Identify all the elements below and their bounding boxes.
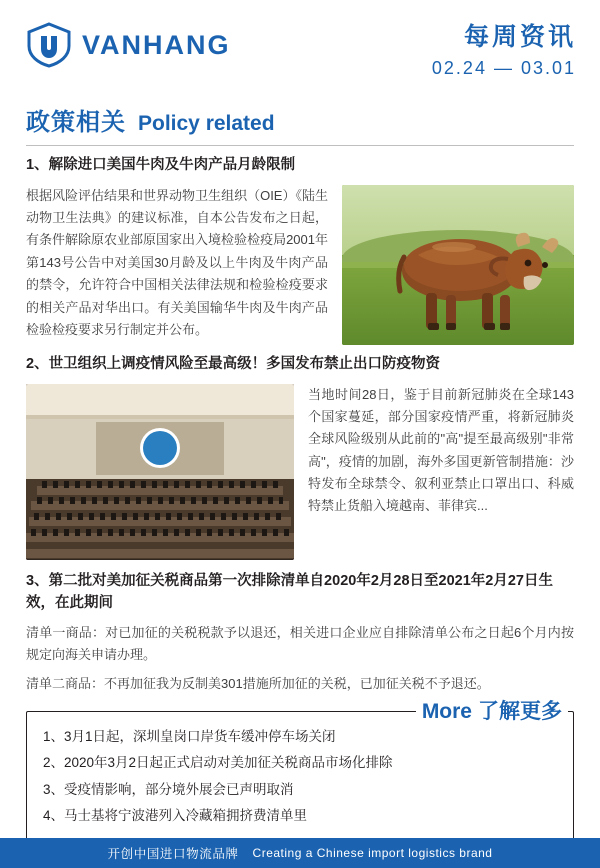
more-label-cn: 了解更多 bbox=[478, 699, 562, 723]
footer-slogan-en: Creating a Chinese import logistics brand bbox=[252, 846, 493, 860]
article-2 bbox=[26, 354, 574, 560]
article-3-paragraph-2: 清单二商品：不再加征我为反制美301措施所加征的关税，已加征关税不予退还。 bbox=[26, 676, 490, 692]
article-1-heading: 1、解除进口美国牛肉及牛肉产品月龄限制 bbox=[26, 157, 296, 173]
more-label-en: More bbox=[421, 699, 472, 723]
article-2-heading: 2、世卫组织上调疫情风险至最高级！多国发布禁止出口防疫物资 bbox=[26, 355, 441, 372]
article-1 bbox=[26, 155, 574, 345]
page-footer bbox=[0, 838, 600, 868]
date-range: 02.24 — 03.01 bbox=[431, 57, 576, 78]
list-item[interactable]: 1、3月1日起，深圳皇岗口岸货车缓冲停车场关闭 bbox=[43, 728, 336, 744]
section-title-cn: 政策相关 bbox=[26, 109, 126, 136]
article-3-paragraph-1: 清单一商品：对已加征的关税税款予以退还，相关进口企业应自排除清单公布之日起6个月内按规定向海关申请办理。 bbox=[26, 625, 574, 663]
list-item[interactable]: 3、受疫情影响，部分境外展会已声明取消 bbox=[43, 781, 294, 797]
more-list bbox=[26, 711, 574, 844]
section-title bbox=[0, 96, 600, 137]
list-item[interactable]: 4、马士基将宁波港列入冷藏箱拥挤费清单里 bbox=[43, 807, 308, 823]
brown-cow-photo bbox=[342, 185, 574, 345]
article-1-body: 根据风险评估结果和世界动物卫生组织（OIE）《陆生动物卫生法典》的建议标准，自本公告发布之日起，有条件解除原农业部原国家出入境检验检疫局2001年第143号公告中对美国30月龄及以上牛肉及牛肉产品的禁令，允许符合中国相关法律法规和检验检疫要求的相关产品对华出口。有关美国输华牛肉及牛肉产品检验检疫要求另行制定并公布。 bbox=[26, 187, 328, 337]
who-assembly-photo bbox=[26, 384, 294, 560]
brand-lockup bbox=[26, 22, 231, 68]
section-title-en: Policy related bbox=[138, 112, 275, 135]
footer-slogan-cn: 开创中国进口物流品牌 bbox=[107, 847, 239, 861]
list-item[interactable]: 2、2020年3月2日起正式启动对美加征关税商品市场化排除 bbox=[43, 755, 393, 771]
vanhang-shield-icon bbox=[26, 22, 72, 68]
brand-name: VANHANG bbox=[82, 29, 231, 60]
article-3 bbox=[26, 570, 574, 695]
page-title: 每周资讯 bbox=[463, 23, 576, 51]
section-divider bbox=[26, 145, 574, 146]
header-right bbox=[432, 22, 576, 79]
page-header bbox=[0, 0, 600, 96]
article-2-body: 当地时间28日，鉴于目前新冠肺炎在全球143个国家蔓延，部分国家疫情严重，将新冠肺炎全球风险级别从此前的"高"提至最高级别"非常高"，疫情的加剧，海外多国更新管制措施：沙特发布全球禁令、叙利亚禁止口罩出口、科威特禁止货船入境越南、菲律宾... bbox=[308, 386, 574, 514]
more-section bbox=[26, 699, 574, 844]
article-3-heading: 3、第二批对美加征关税商品第一次排除清单自2020年2月28日至2021年2月27日生效，在此期间 bbox=[26, 572, 553, 611]
article-list bbox=[0, 155, 600, 695]
more-label bbox=[416, 695, 568, 725]
